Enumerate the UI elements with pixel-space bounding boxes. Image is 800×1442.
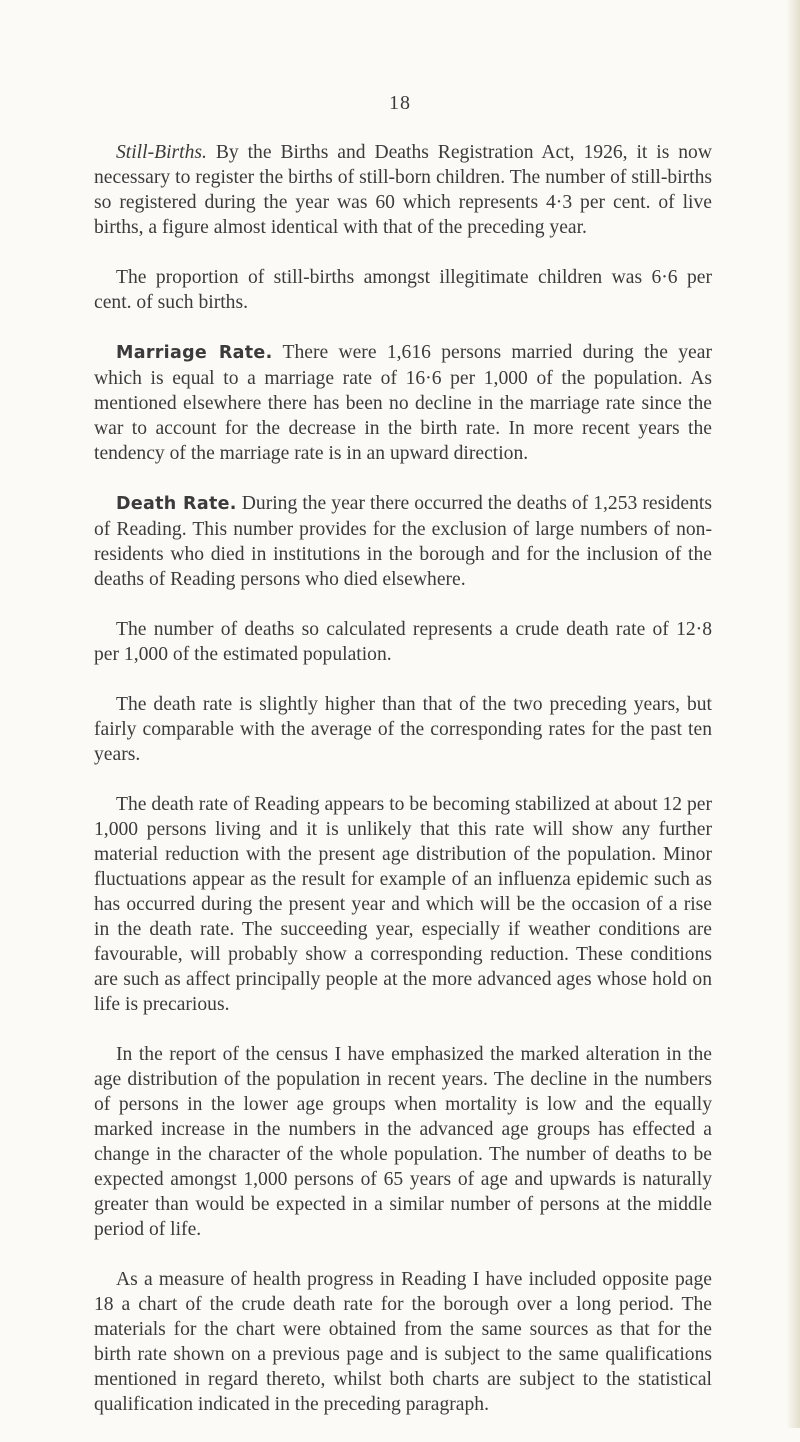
paragraph-text: During the year there occurred the deaths of 1,253 residents of Reading. This number provides for the exclusion of large numbers of non-residents who died in institutions in the borough and for the inclusion of the deaths of Reading persons who died elsewhere. [94, 493, 712, 590]
body-text [94, 140, 712, 1442]
section-heading-death-rate: Death Rate. [116, 494, 237, 514]
paragraph-text: The death rate is slightly higher than that of the two preceding years, but fairly comparable with the average of the corresponding rates for the past ten years. [94, 694, 712, 765]
paragraph-text: In the report of the census I have emphasized the marked alteration in the age distribution of the population in recent years. The decline in the numbers of persons in the lower age groups when mortality is low and the equally marked increase in the numbers in the advanced age groups has effected a change in the character of the whole population. The number of deaths to be expected amongst 1,000 persons of 65 years of age and upwards is naturally greater than would be expected in a similar number of persons at the middle period of life. [94, 1044, 712, 1240]
paragraph-death-rate-stabilized [94, 792, 712, 1017]
page-number: 18 [389, 92, 411, 114]
section-heading-still-births: Still-Births. [116, 142, 207, 163]
paragraph-text: There were 1,616 persons married during the year which is equal to a marriage rate of 16·6 per 1,000 of the population. As mentioned elsewhere there has been no decline in the marriage rate since the war to account for the decrease in the birth rate. In more recent years the tendency of the marriage rate is in an upward direction. [94, 342, 712, 464]
paragraph-census-age-distribution [94, 1042, 712, 1242]
paragraph-text: As a measure of health progress in Reading I have included opposite page 18 a chart of the crude death rate for the borough over a long period. The materials for the chart were obtained from the same sources as that for the birth rate shown on a previous page and is subject to the same qualifications mentioned in regard thereto, whilst both charts are subject to the statistical qualification indicated in the preceding paragraph. [94, 1269, 712, 1415]
paragraph-text: The proportion of still-births amongst illegitimate children was 6·6 per cent. of such births. [94, 267, 712, 313]
paragraph-health-progress-chart [94, 1267, 712, 1417]
paragraph-text: By the Births and Deaths Registration Act, 1926, it is now necessary to register the births of still-born children. The number of still-births so registered during the year was 60 which represents 4·3 per cent. of live births, a figure almost identical with that of the preceding year. [94, 142, 712, 238]
paragraph-illegitimate-still-births [94, 265, 712, 315]
paragraph-death-rate [94, 491, 712, 592]
paragraph-death-rate-comparison [94, 692, 712, 767]
paragraph-marriage-rate [94, 340, 712, 466]
paragraph-still-births [94, 140, 712, 240]
section-heading-marriage-rate: Marriage Rate. [116, 343, 273, 363]
paragraph-text: The death rate of Reading appears to be becoming stabilized at about 12 per 1,000 persons living and it is unlikely that this rate will show any further material reduction with the present age distribution of the population. Minor fluctuations appear as the result for example of an influenza epidemic such as has occurred during the present year and which will be the occasion of a rise in the death rate. The succeeding year, especially if weather conditions are favourable, will probably show a corresponding reduction. These conditions are such as affect principally people at the more advanced ages whose hold on life is precarious. [94, 794, 712, 1015]
page-edge-shadow [786, 0, 800, 1428]
paragraph-crude-death-rate [94, 617, 712, 667]
paragraph-text: The number of deaths so calculated represents a crude death rate of 12·8 per 1,000 of the estimated population. [94, 619, 712, 665]
